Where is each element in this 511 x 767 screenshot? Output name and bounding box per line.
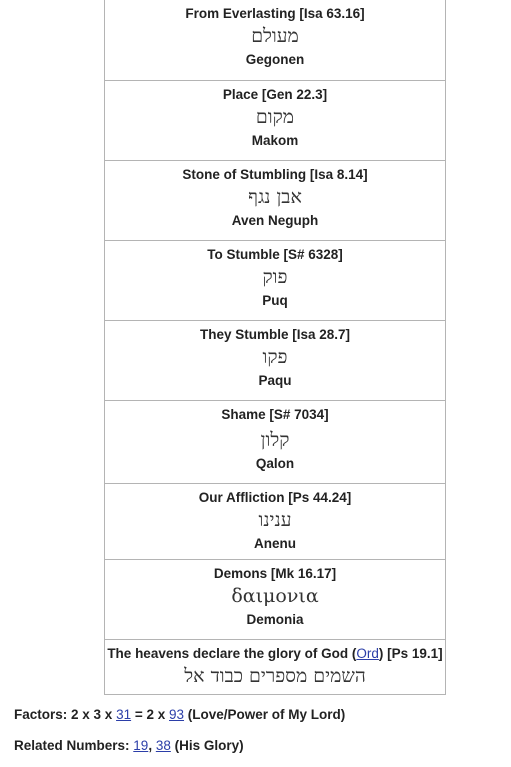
reference-text: From Everlasting [Isa 63.16] [185, 6, 365, 21]
reference-text: Place [Gen 22.3] [222, 87, 328, 102]
related-sep: , [148, 738, 156, 753]
factor-link-93[interactable]: 93 [169, 707, 185, 722]
original-word: אבן נגף [248, 186, 302, 208]
gematria-table [104, 0, 446, 695]
related-link-19[interactable]: 19 [133, 738, 149, 753]
original-word: השמים מספרים כבוד אל [184, 665, 366, 687]
transliteration: Aven Neguph [231, 213, 319, 228]
factors-tail: (Love/Power of My Lord) [184, 707, 346, 722]
transliteration: Qalon [255, 456, 295, 471]
original-word: קלון [260, 429, 290, 451]
reference-text: They Stumble [Isa 28.7] [199, 327, 351, 342]
original-word: מקום [255, 106, 295, 128]
table-cell [105, 160, 445, 240]
table-cell [105, 0, 445, 80]
transliteration: Makom [251, 133, 299, 148]
reference-text: Shame [S# 7034] [221, 407, 329, 422]
transliteration: Demonia [246, 612, 304, 627]
reference-text: Stone of Stumbling [Isa 8.14] [182, 167, 368, 182]
transliteration: Paqu [258, 373, 292, 388]
original-word: δαιμονια [231, 585, 319, 607]
table-cell [105, 400, 445, 483]
table-cell [105, 80, 445, 160]
transliteration: Anenu [254, 536, 296, 551]
original-word: מעולם [251, 25, 299, 47]
ord-link[interactable]: Ord [356, 646, 379, 661]
original-word: פקו [262, 346, 288, 368]
related-tail: (His Glory) [170, 738, 244, 753]
reference-text: Our Affliction [Ps 44.24] [198, 490, 352, 505]
original-word: ענינו [258, 509, 292, 531]
table-cell [105, 639, 445, 694]
related-label: Related Numbers: [14, 738, 134, 753]
table-cell [105, 320, 445, 400]
table-cell [105, 483, 445, 559]
reference-text [105, 646, 445, 662]
transliteration: Puq [262, 293, 288, 308]
reference-text-end: ) [Ps 19.1] [378, 646, 443, 661]
related-numbers-line [14, 738, 244, 753]
factor-link-31[interactable]: 31 [116, 707, 132, 722]
factors-mid: = 2 x [131, 707, 169, 722]
factors-label: Factors: 2 x 3 x [14, 707, 117, 722]
related-link-38[interactable]: 38 [155, 738, 171, 753]
original-word: פוק [262, 266, 288, 288]
table-cell [105, 240, 445, 320]
reference-text: Demons [Mk 16.17] [213, 566, 337, 581]
reference-text: To Stumble [S# 6328] [207, 247, 343, 262]
transliteration: Gegonen [245, 52, 305, 67]
factors-line [14, 707, 345, 722]
table-cell [105, 559, 445, 639]
reference-text-start: The heavens declare the glory of God ( [107, 646, 357, 661]
